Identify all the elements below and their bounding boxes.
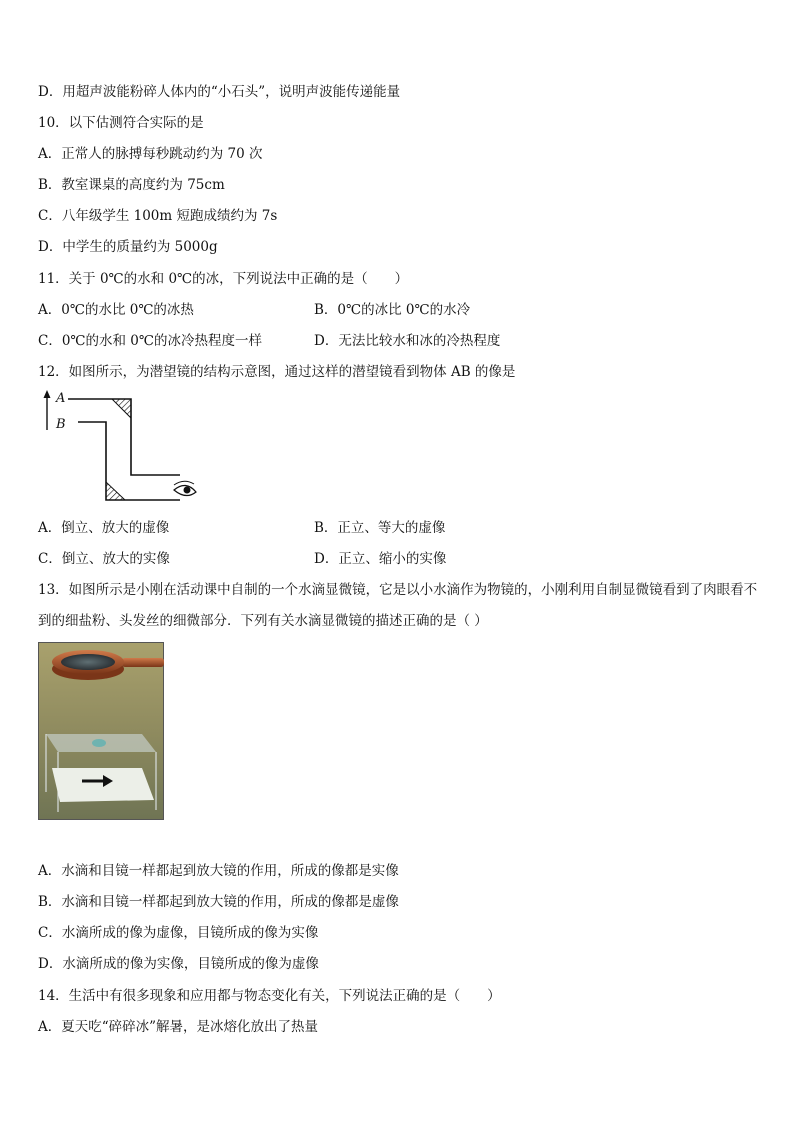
q12-option-a: A．倒立、放大的虚像 (38, 520, 170, 536)
q12-stem: 12．如图所示，为潜望镜的结构示意图，通过这样的潜望镜看到物体 AB 的像是 (38, 364, 516, 380)
q12-option-b: B．正立、等大的虚像 (314, 520, 446, 536)
label-b: B (56, 417, 66, 432)
q10-option-d: D．中学生的质量约为 5000g (38, 239, 218, 255)
q11-option-b: B．0℃的冰比 0℃的水冷 (314, 302, 471, 318)
object-arrow-head (44, 390, 51, 398)
eye-icon (174, 481, 196, 495)
q10-option-b: B．教室课桌的高度约为 75cm (38, 177, 225, 193)
q13-stem: 13．如图所示是小刚在活动课中自制的一个水滴显微镜，它是以小水滴作为物镜的，小刚利用自制显微镜看到了肉眼看不到的细盐粉、头发丝的细微部分．下列有关水滴显微镜的描述正确的是（ ） (38, 582, 758, 629)
q13-option-b: B．水滴和目镜一样都起到放大镜的作用，所成的像都是虚像 (38, 894, 399, 910)
q11-option-c: C．0℃的水和 0℃的冰冷热程度一样 (38, 333, 263, 349)
q11-option-d: D．无法比较水和冰的冷热程度 (314, 333, 501, 349)
water-drop-microscope-photo (38, 642, 164, 820)
q13-option-a: A．水滴和目镜一样都起到放大镜的作用，所成的像都是实像 (38, 863, 399, 879)
q14-stem: 14．生活中有很多现象和应用都与物态变化有关，下列说法正确的是（ ） (38, 988, 501, 1004)
lower-mirror (106, 482, 125, 500)
q12-option-d: D．正立、缩小的实像 (314, 551, 447, 567)
upper-mirror (112, 399, 131, 418)
q11-stem: 11．关于 0℃的水和 0℃的冰，下列说法中正确的是（ ） (38, 271, 409, 287)
q13-option-c: C．水滴所成的像为虚像，目镜所成的像为实像 (38, 925, 319, 941)
q12-option-c: C．倒立、放大的实像 (38, 551, 170, 567)
q10-option-a: A．正常人的脉搏每秒跳动约为 70 次 (38, 146, 263, 162)
periscope-inner-wall (78, 422, 180, 500)
q10-stem: 10．以下估测符合实际的是 (38, 115, 204, 131)
q9-option-d: D．用超声波能粉碎人体内的“小石头”，说明声波能传递能量 (38, 84, 401, 100)
q10-option-c: C．八年级学生 100m 短跑成绩约为 7s (38, 208, 278, 224)
q14-option-a: A．夏天吃“碎碎冰”解暑，是冰熔化放出了热量 (38, 1019, 319, 1035)
periscope-diagram (36, 386, 206, 512)
q13-option-d: D．水滴所成的像为实像，目镜所成的像为虚像 (38, 956, 319, 972)
label-a: A (56, 391, 66, 406)
q11-option-a: A．0℃的水比 0℃的冰热 (38, 302, 194, 318)
